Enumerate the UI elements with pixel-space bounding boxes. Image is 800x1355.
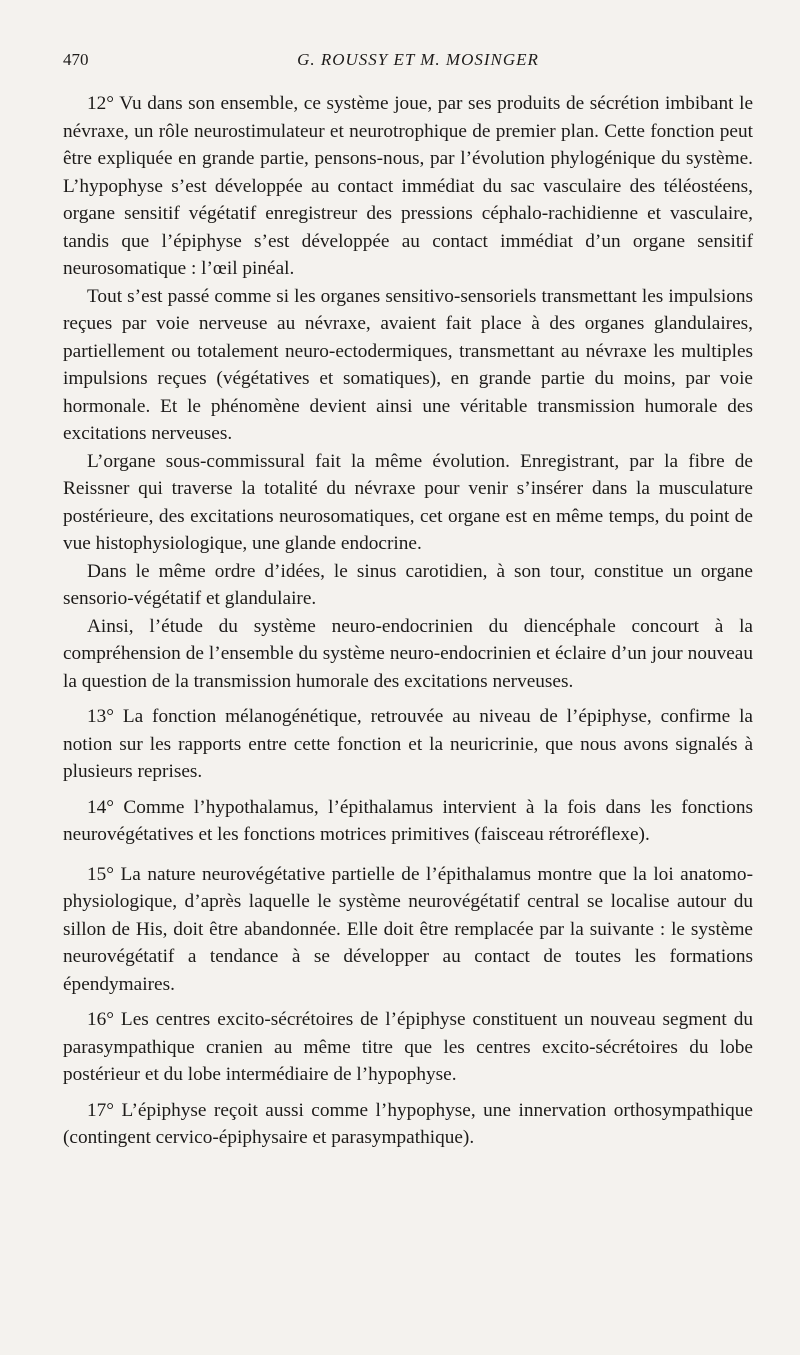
paragraph-organes-sensitivo-sensoriels: Tout s’est passé comme si les organes sensitivo-sensoriels transmettant les impulsions reçues par voie nerveuse au névraxe, avaient fait place à des organes glandulaires, partiellement ou totalement neuro-ectodermiques, transmettant au névraxe les multiples impulsions reçues (végétatives et somatiques), en grande partie du moins, par voie hormonale. Et le phénomène devient ainsi une véritable transmission humorale des excitations nerveuses. bbox=[63, 285, 753, 444]
paragraph-17: 17° L’épiphyse reçoit aussi comme l’hypophyse, une innervation orthosympathique (contingent cervico-épiphysaire et parasympathique). bbox=[63, 1099, 753, 1148]
paragraph-organe-sous-commissural: L’organe sous-commissural fait la même évolution. Enregistrant, par la fibre de Reissner qui traverse la totalité du névraxe pour venir s’insérer dans la musculature postérieure, des excitations neurosomatiques, cet organe est en même temps, du point de vue histophysiologique, une glande endocrine. bbox=[63, 450, 753, 554]
paragraph-ainsi: Ainsi, l’étude du système neuro-endocrinien du diencéphale concourt à la compréhension de l’ensemble du système neuro-endocrinien et éclaire d’un jour nouveau la question de la transmission humorale des excitations nerveuses. bbox=[63, 615, 753, 692]
page-header bbox=[63, 44, 753, 74]
paragraph-14: 14° Comme l’hypothalamus, l’épithalamus intervient à la fois dans les fonctions neurovégétatives et les fonctions motrices primitives (faisceau rétroréflexe). bbox=[63, 796, 753, 845]
paragraph-15: 15° La nature neurovégétative partielle de l’épithalamus montre que la loi anatomo-physiologique, d’après laquelle le système neurovégétatif central se localise autour du sillon de His, doit être abandonnée. Elle doit être remplacée par la suivante : le système neurovégétatif a tendance à se développer au contact de toutes les formations épendymaires. bbox=[63, 863, 753, 995]
paragraph-13: 13° La fonction mélanogénétique, retrouvée au niveau de l’épiphyse, confirme la notion sur les rapports entre cette fonction et la neuricrinie, que nous avons signalés à plusieurs reprises. bbox=[63, 706, 753, 782]
running-title: G. ROUSSY ET M. MOSINGER bbox=[297, 50, 539, 69]
book-page bbox=[63, 44, 753, 1152]
page-number: 470 bbox=[63, 50, 89, 69]
paragraph-16: 16° Les centres excito-sécrétoires de l’épiphyse constituent un nouveau segment du parasympathique cranien au même titre que les centres excito-sécrétoires du lobe postérieur et du lobe intermédiaire de l’hypophyse. bbox=[63, 1009, 753, 1085]
paragraph-sinus-carotidien: Dans le même ordre d’idées, le sinus carotidien, à son tour, constitue un organe sensorio-végétatif et glandulaire. bbox=[63, 560, 753, 609]
paragraph-12: 12° Vu dans son ensemble, ce système joue, par ses produits de sécrétion imbibant le névraxe, un rôle neurostimulateur et neurotrophique de premier plan. Cette fonction peut être expliquée en grande partie, pensons-nous, par l’évolution phylogénique du système. L’hypophyse s’est développée au contact immédiat du sac vasculaire des téléostéens, organe sensitif végétatif enregistreur des pressions céphalo-rachidienne et vasculaire, tandis que l’épiphyse s’est développée au contact immédiat d’un organe sensitif neurosomatique : l’œil pinéal. bbox=[63, 93, 753, 279]
